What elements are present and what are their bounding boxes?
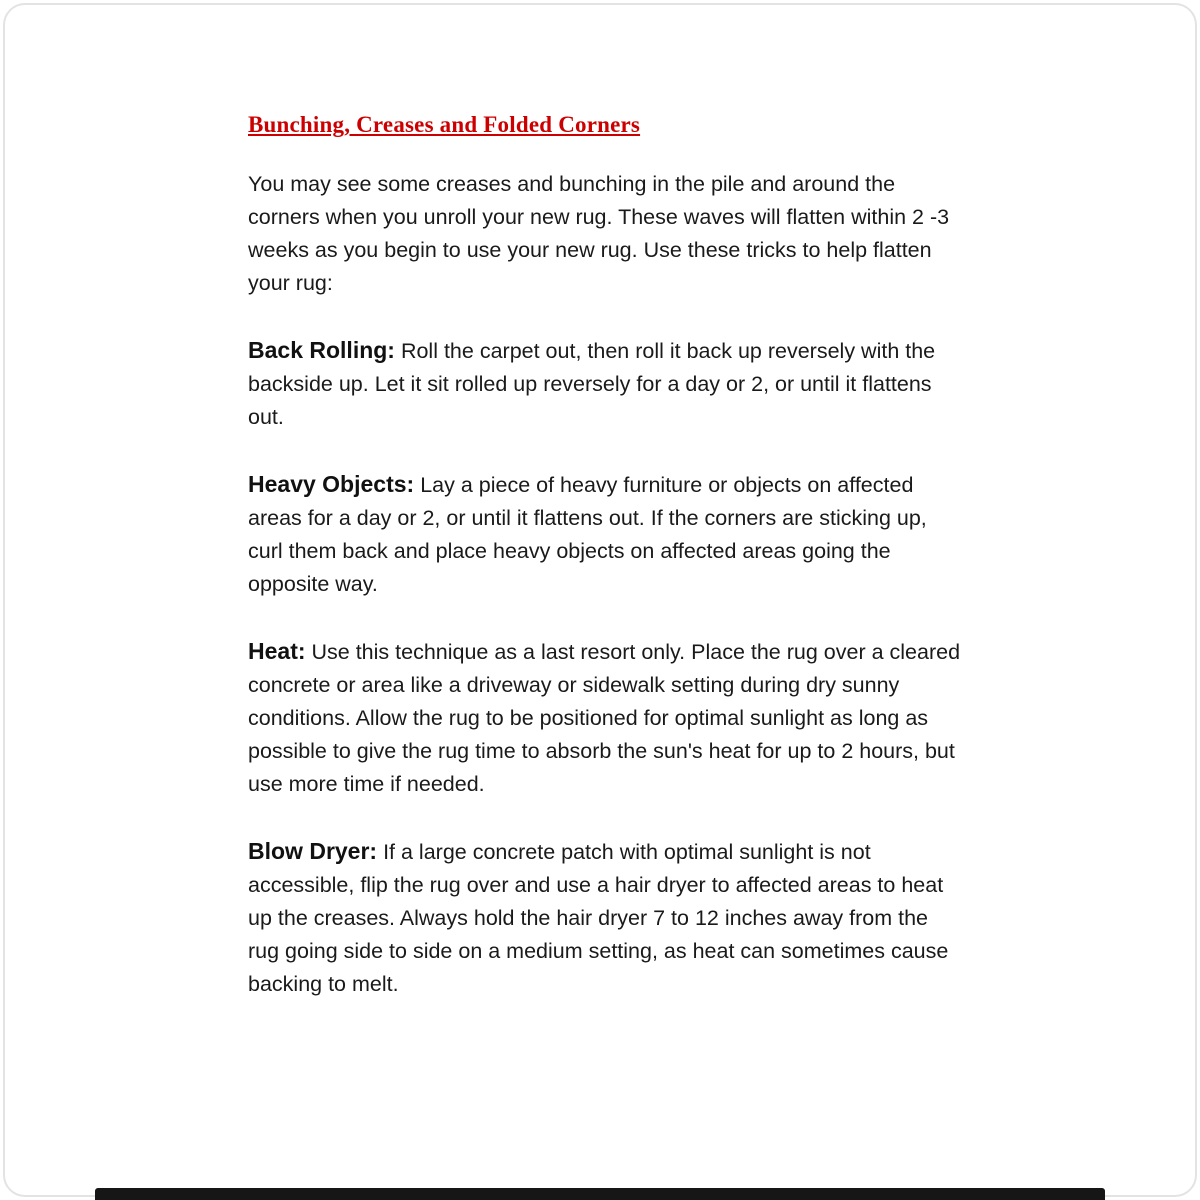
section-blow-dryer-text: If a large concrete patch with optimal sunlight is not accessible, flip the rug over and use a hair dryer to affected areas to heat up the creases. Always hold the hair dryer 7 to 12 inches away from the rug going side to side on a medium setting, as heat can sometimes cause backing to melt. — [248, 840, 949, 996]
section-heavy-objects-label: Heavy Objects: — [248, 471, 415, 497]
section-back-rolling-label: Back Rolling: — [248, 337, 395, 363]
section-blow-dryer-label: Blow Dryer: — [248, 838, 378, 864]
section-heat — [248, 635, 963, 801]
section-back-rolling — [248, 334, 963, 434]
section-heavy-objects-text: Lay a piece of heavy furniture or objects on affected areas for a day or 2, or until it flattens out. If the corners are sticking up, curl them back and place heavy objects on affected areas going the opposite way. — [248, 473, 927, 596]
section-heat-label: Heat: — [248, 638, 306, 664]
section-heat-text: Use this technique as a last resort only. Place the rug over a cleared concrete or area like a driveway or sidewalk setting during dry sunny conditions. Allow the rug to be positioned for optimal sunlight as long as possible to give the rug time to absorb the sun's heat for up to 2 hours, but use more time if needed. — [248, 640, 961, 796]
intro-paragraph: You may see some creases and bunching in the pile and around the corners when you unroll your new rug. These waves will flatten within 2 -3 weeks as you begin to use your new rug. Use these tricks to help flatten your rug: — [248, 172, 950, 295]
section-blow-dryer — [248, 835, 963, 1001]
next-page-edge — [95, 1188, 1105, 1200]
section-back-rolling-text: Roll the carpet out, then roll it back up reversely with the backside up. Let it sit rolled up reversely for a day or 2, or until it flattens out. — [248, 339, 936, 429]
document-heading: Bunching, Creases and Folded Corners — [248, 112, 641, 137]
document-page — [248, 112, 963, 1035]
section-heavy-objects — [248, 468, 963, 601]
